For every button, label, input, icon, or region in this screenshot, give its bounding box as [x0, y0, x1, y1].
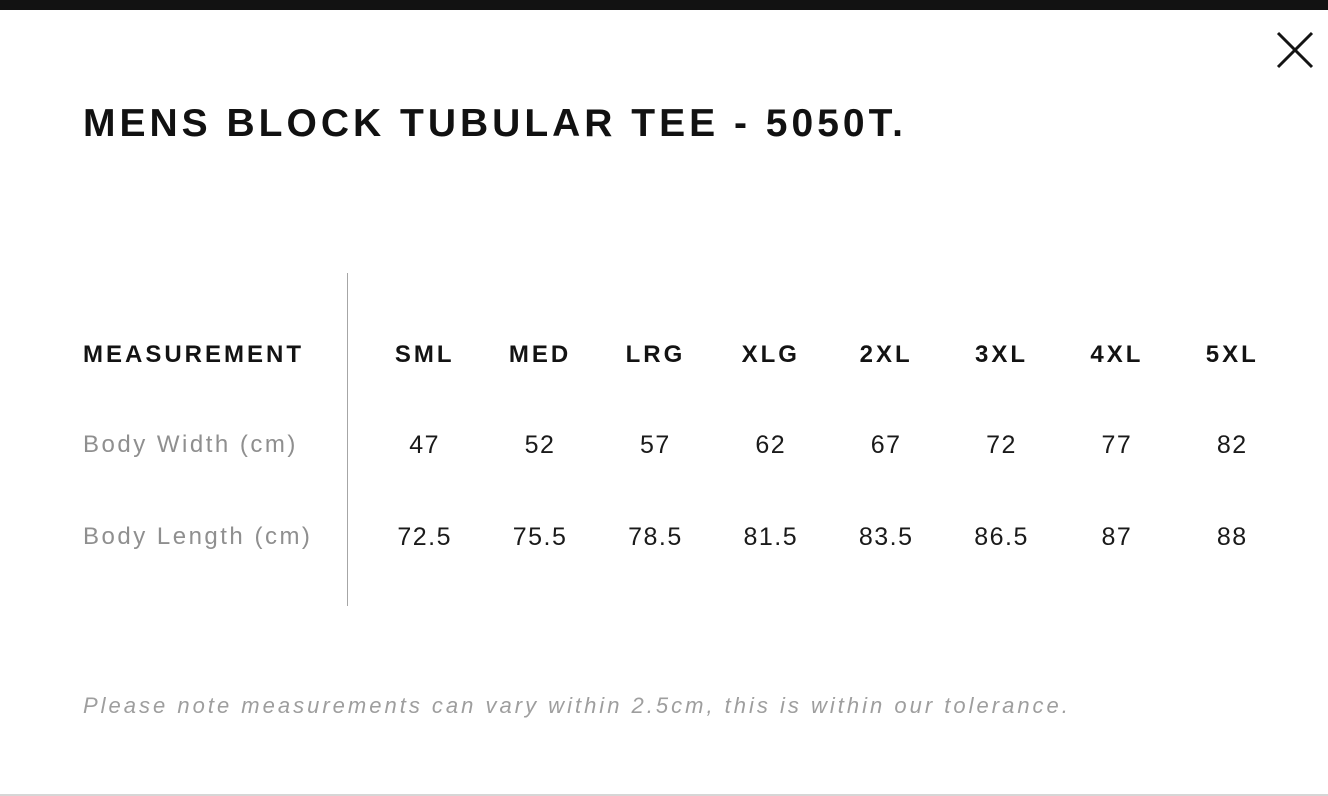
column-header-sml: SML — [394, 341, 455, 368]
table-cell: 57 — [640, 430, 671, 459]
column-header-measurement: MEASUREMENT — [83, 341, 305, 368]
table-cell: 82 — [1216, 430, 1248, 459]
table-cell: 47 — [409, 430, 441, 459]
tolerance-note: Please note measurements can vary within 2.5cm, this is within our tolerance. — [83, 693, 1071, 718]
table-cell: 83.5 — [858, 522, 914, 551]
close-button[interactable] — [1271, 26, 1319, 74]
column-header-med: MED — [508, 341, 572, 368]
table-cell: 62 — [755, 430, 787, 459]
table-cell: 86.5 — [974, 522, 1029, 551]
column-header-xlg: XLG — [741, 341, 800, 368]
table-cell: 77 — [1101, 430, 1133, 459]
column-header-5xl: 5XL — [1205, 341, 1259, 368]
table-cell: 81.5 — [743, 522, 799, 551]
column-header-4xl: 4XL — [1090, 341, 1144, 368]
column-header-2xl: 2XL — [859, 341, 913, 368]
top-bar — [0, 0, 1328, 10]
size-chart-table — [83, 311, 1290, 583]
table-cell: 78.5 — [628, 522, 683, 551]
table-cell: 75.5 — [512, 522, 568, 551]
table-cell: 72 — [986, 430, 1017, 459]
column-header-lrg: LRG — [625, 341, 686, 368]
table-cell: 87 — [1101, 522, 1133, 551]
table-cell: 72.5 — [397, 522, 453, 551]
close-icon — [1274, 29, 1316, 71]
table-cell: 88 — [1216, 522, 1248, 551]
column-header-3xl: 3XL — [975, 341, 1029, 368]
modal-title: MENS BLOCK TUBULAR TEE - 5050T. — [83, 102, 907, 145]
table-cell: 67 — [870, 430, 902, 459]
row-label-body-length: Body Length (cm) — [83, 523, 313, 550]
table-cell: 52 — [524, 430, 556, 459]
row-label-body-width: Body Width (cm) — [83, 431, 298, 458]
